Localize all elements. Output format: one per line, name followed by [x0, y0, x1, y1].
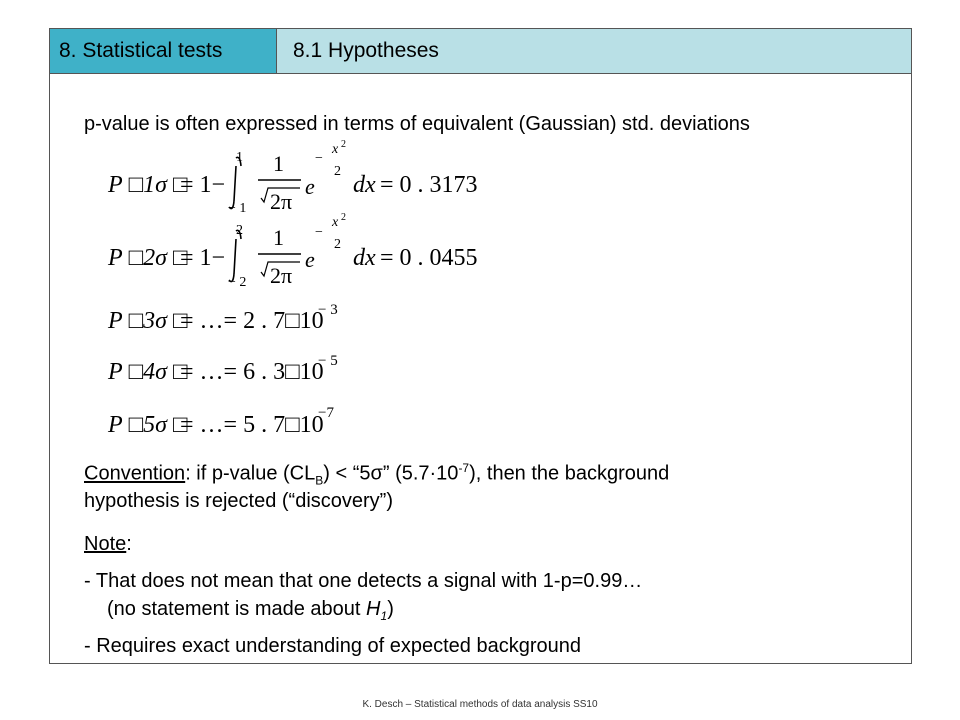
eq4-mid: = …= 6 . 3□10	[180, 359, 324, 385]
eq1-upper-limit: 1	[236, 150, 243, 165]
note-heading	[84, 533, 132, 556]
eq2-exp-sq: 2	[341, 212, 346, 223]
eq1-exp-x: x	[332, 142, 339, 157]
equation-1	[107, 139, 478, 216]
eq2-exp-den: 2	[334, 237, 341, 252]
eq3-power: − 3	[318, 302, 338, 318]
convention-text-3: ), then the background	[469, 462, 670, 485]
eq4-lhs: P □4σ □	[108, 359, 188, 385]
eq1-lower-limit: − 1	[228, 201, 247, 216]
note-bullet-2: - Requires exact understanding of expected background	[84, 635, 581, 657]
eq1-frac-num: 1	[273, 151, 284, 176]
convention-sup: -7	[458, 461, 470, 475]
eq2-e: e	[305, 247, 315, 272]
convention-line-1	[84, 461, 669, 488]
eq1-one-minus: = 1−	[180, 172, 226, 198]
eq2-frac-den: 2π	[270, 263, 293, 288]
convention-sub: B	[315, 473, 324, 488]
eq2-lower-limit: − 2	[228, 275, 247, 290]
convention-text-2: ) < “5σ” (5.7·10	[323, 462, 459, 485]
eq2-dx: dx	[353, 245, 376, 271]
intro-text: p-value is often expressed in terms of equivalent (Gaussian) std. deviations	[84, 113, 750, 135]
eq2-one-minus: = 1−	[180, 245, 226, 271]
eq5-mid: = …= 5 . 7□10	[180, 412, 324, 438]
equation-3	[107, 302, 338, 334]
footer: K. Desch – Statistical methods of data analysis SS10	[362, 699, 598, 710]
eq1-result: = 0 . 3173	[380, 172, 478, 198]
convention-label: Convention	[84, 462, 186, 485]
eq1-exp-den: 2	[334, 164, 341, 179]
eq4-power: − 5	[318, 353, 338, 369]
eq2-upper-limit: 2	[236, 223, 243, 238]
note-b1-pre: (no statement is made about	[107, 598, 367, 620]
eq1-exp-sq: 2	[341, 139, 346, 150]
eq1-e: e	[305, 174, 315, 199]
eq5-lhs: P □5σ □	[108, 412, 188, 438]
eq2-frac-num: 1	[273, 225, 284, 250]
eq2-result: = 0 . 0455	[380, 245, 478, 271]
eq3-lhs: P □3σ □	[108, 308, 188, 334]
eq1-lhs: P □1σ □	[108, 172, 188, 198]
note-bullet-1-continuation	[107, 598, 394, 623]
convention-text-1: : if p-value (CL	[185, 462, 316, 485]
convention-line-2: hypothesis is rejected (“discovery”)	[84, 490, 393, 512]
eq5-power: −7	[318, 405, 334, 421]
section-title: 8. Statistical tests	[49, 28, 277, 74]
eq2-integral-sign	[229, 230, 241, 281]
note-colon: :	[126, 533, 132, 555]
eq2-exp-minus: −	[315, 225, 323, 240]
eq2-lhs: P □2σ □	[108, 245, 188, 271]
eq1-exp-minus: −	[315, 151, 323, 166]
equation-5	[107, 405, 334, 438]
note-b1-post: )	[387, 598, 394, 620]
eq1-dx: dx	[353, 172, 376, 198]
equation-4	[107, 353, 338, 385]
note-label: Note	[84, 533, 127, 555]
note-bullet-1: - That does not mean that one detects a signal with 1-p=0.99…	[84, 570, 643, 592]
note-b1-h: H	[366, 598, 381, 620]
eq3-mid: = …= 2 . 7□10	[180, 308, 324, 334]
eq2-exp-x: x	[332, 215, 339, 230]
eq1-frac-den: 2π	[270, 189, 293, 214]
note-b1-sub: 1	[380, 609, 388, 623]
subsection-title: 8.1 Hypotheses	[276, 28, 912, 74]
equation-2	[107, 212, 478, 290]
